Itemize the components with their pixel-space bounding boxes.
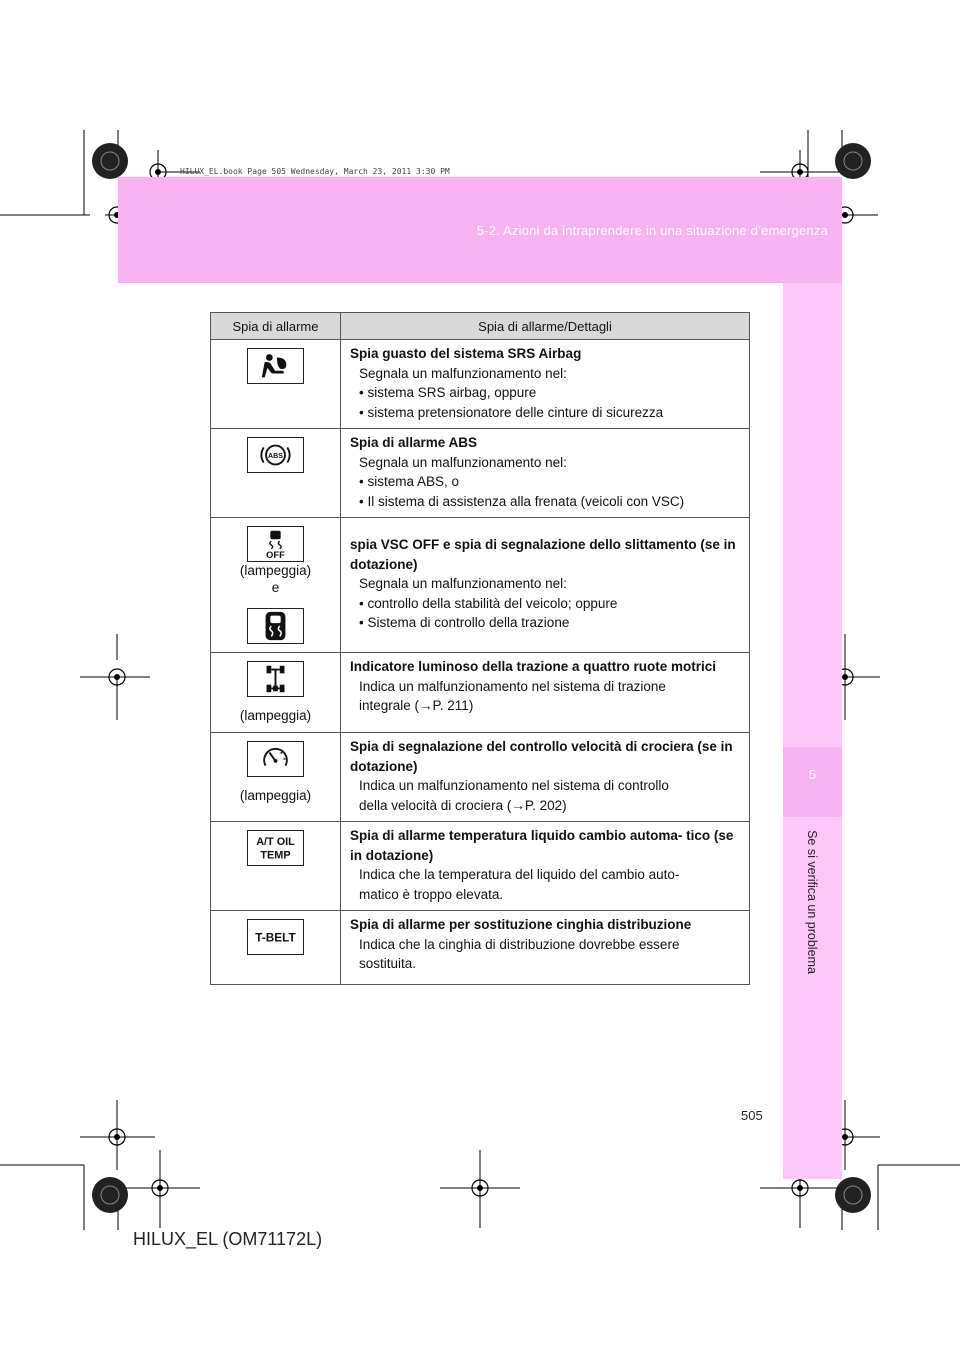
row-line: • sistema ABS, o: [359, 474, 460, 489]
column-header: Spia di allarme/Dettagli: [341, 313, 750, 340]
row-title: Indicatore luminoso della trazione a quattro ruote motrici: [350, 659, 717, 674]
row-line: • sistema SRS airbag, oppure: [359, 385, 537, 400]
slip-indicator-icon: [247, 608, 304, 644]
row-line: • Sistema di controllo della trazione: [359, 615, 570, 631]
table-row: [211, 822, 750, 911]
blink-caption: (lampeggia): [239, 788, 312, 803]
blink-caption: (lampeggia): [239, 563, 312, 578]
row-line: • controllo della stabilità del veicolo; oppure: [359, 595, 618, 611]
row-line: Segnala un malfunzionamento nel:: [359, 365, 567, 381]
description-cell: [341, 733, 750, 822]
icon-cell: [211, 518, 341, 653]
print-stamp: HILUX_EL.book Page 505 Wednesday, March 23, 2011 3:30 PM: [180, 167, 450, 176]
row-line: matico è troppo elevata.: [359, 886, 504, 902]
svg-text:TEMP: TEMP: [260, 849, 291, 862]
description-cell: [341, 429, 750, 518]
table-row: [211, 733, 750, 822]
description-cell: [341, 911, 750, 985]
chapter-tab: [783, 747, 842, 817]
row-line: Segnala un malfunzionamento nel:: [359, 454, 567, 470]
at-oil-temp-icon: [247, 830, 304, 866]
row-title: Spia di allarme temperatura liquido cambio automa- tico (se in dotazione): [350, 828, 734, 863]
table-row: [211, 653, 750, 733]
row-title: Spia di allarme per sostituzione cinghia distribuzione: [350, 917, 692, 932]
svg-text:A/T OIL: A/T OIL: [256, 836, 295, 849]
row-line: Indica un malfunzionamento nel sistema di controllo: [359, 778, 669, 793]
section-header: [118, 177, 842, 283]
icon-cell: [211, 429, 341, 518]
icon-cell: [211, 911, 341, 985]
row-title: Spia di allarme ABS: [350, 435, 478, 450]
table-header-row: [211, 313, 750, 340]
airbag-warning-icon: [247, 348, 304, 384]
row-line: Segnala un malfunzionamento nel:: [359, 576, 567, 592]
icon-conjunction: e: [271, 580, 280, 595]
icon-cell: [211, 733, 341, 822]
row-line: sostituita.: [359, 956, 417, 971]
column-header: Spia di allarme: [211, 313, 341, 340]
row-line: Indica un malfunzionamento nel sistema di trazione: [359, 678, 666, 694]
t-belt-icon: [247, 919, 304, 955]
warning-lights-table: [210, 312, 750, 985]
row-line: Indica che la temperatura del liquido del cambio auto-: [359, 867, 680, 882]
svg-text:ABS: ABS: [268, 451, 283, 460]
footer-code: HILUX_EL (OM71172L): [133, 1229, 323, 1249]
row-line: • sistema pretensionatore delle cinture di sicurezza: [359, 404, 664, 420]
description-cell: [341, 822, 750, 911]
chapter-strip: [783, 283, 842, 1179]
description-cell: [341, 653, 750, 733]
4wd-indicator-icon: [247, 661, 304, 697]
row-line: integrale (→P. 211): [359, 698, 474, 713]
row-line: • Il sistema di assistenza alla frenata (veicoli con VSC): [359, 493, 685, 509]
svg-text:T-BELT: T-BELT: [255, 930, 296, 945]
table-row: [211, 340, 750, 429]
row-line: della velocità di crociera (→P. 202): [359, 797, 567, 813]
vsc-off-icon: [247, 526, 304, 562]
chapter-title: Se si verifica un problema: [805, 830, 819, 974]
table-row: [211, 911, 750, 985]
description-cell: [341, 340, 750, 429]
icon-cell: [211, 340, 341, 429]
row-title: Spia di segnalazione del controllo velocità di crociera (se in dotazione): [350, 739, 733, 774]
table-row: [211, 429, 750, 518]
row-title: Spia guasto del sistema SRS Airbag: [350, 346, 582, 361]
svg-text:OFF: OFF: [266, 550, 285, 561]
chapter-number: 5: [808, 767, 817, 782]
description-cell: [341, 518, 750, 653]
section-title: 5-2. Azioni da intraprendere in una situazione d’emergenza: [476, 223, 828, 238]
table-row: [211, 518, 750, 653]
cruise-control-icon: [247, 741, 304, 777]
abs-warning-icon: [247, 437, 304, 473]
row-line: Indica che la cinghia di distribuzione dovrebbe essere: [359, 936, 680, 952]
blink-caption: (lampeggia): [239, 708, 312, 723]
row-title: spia VSC OFF e spia di segnalazione dello slittamento (se in dotazione): [350, 537, 736, 572]
icon-cell: [211, 822, 341, 911]
icon-cell: [211, 653, 341, 733]
page-number: 505: [741, 1108, 763, 1123]
